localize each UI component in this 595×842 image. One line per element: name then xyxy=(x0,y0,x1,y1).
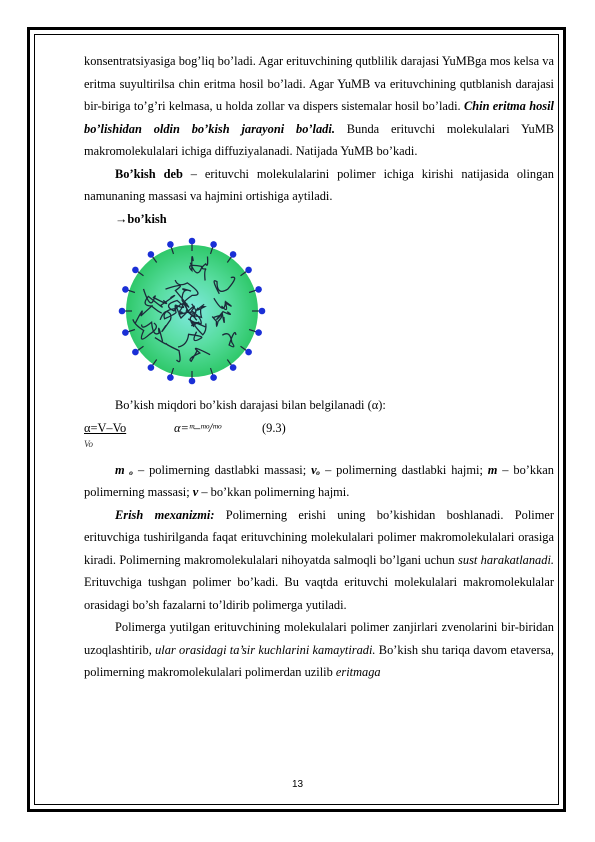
solvent-dot xyxy=(255,286,262,293)
definition-term: Bo’kish deb xyxy=(115,166,183,181)
definition-text: – erituvchi molekulalarini polimer ichiga kirishi natijasida olingan namunaning massasi va hajmini ortishiga aytiladi. xyxy=(84,166,554,203)
page-number: 13 xyxy=(291,779,304,790)
solvent-dot xyxy=(230,251,237,258)
paragraph-4-legend xyxy=(84,459,554,504)
paragraph-6 xyxy=(84,616,554,684)
mechanism-term: Erish mexanizmi: xyxy=(115,507,215,522)
paragraph-6-text-mid: Bo’kish shu tariqa davom etaversa, polimerning makromolekulalari polimerdan uzilib xyxy=(84,642,554,679)
legend-text-d: – bo’kkan polimerning hajmi. xyxy=(198,485,350,499)
solvent-dot xyxy=(245,349,252,356)
paragraph-5-text: Polimerning erishi uning bo’kishidan boshlanadi. Polimer erituvchiga tushirilganda faqat erituvchining molekulalari polimer makromolekulalari orasiga kiradi. Polimerning makromolekulalari nihoyatda salmoqli bo’lgani uchun xyxy=(84,507,554,567)
solvent-dot xyxy=(148,364,155,371)
formula-row xyxy=(84,417,554,439)
paragraph-1 xyxy=(84,50,554,163)
polymer-sphere-illustration xyxy=(117,232,267,390)
solvent-dot xyxy=(259,308,266,315)
solvent-dot xyxy=(122,329,129,336)
paragraph-6-italic: ular orasidagi ta’sir kuchlarini kamaytiradi. xyxy=(155,642,376,657)
paragraph-6-italic-end: eritmaga xyxy=(335,665,381,679)
solvent-dot xyxy=(167,241,174,248)
formula-left: α=V–Vo xyxy=(84,420,127,435)
symbol-m: m xyxy=(487,462,498,477)
paragraph-5-italic: sust harakatlanadi. xyxy=(458,552,554,567)
paragraph-5 xyxy=(84,504,554,617)
solvent-dot xyxy=(210,374,217,381)
symbol-v: v xyxy=(192,485,199,499)
paragraph-6-text: Polimerga yutilgan erituvchining molekulalari polimer zanjirlari zvenolarini bir-biridan uzoqlashtirib, xyxy=(84,620,554,657)
solvent-dot xyxy=(189,238,196,245)
legend-text-a: – polimerning dastlabki massasi; xyxy=(133,462,312,477)
formula-denominator: Vo xyxy=(84,438,93,449)
symbol-v0: vₒ xyxy=(311,462,321,477)
solvent-dot xyxy=(119,308,126,315)
solvent-dot xyxy=(210,241,217,248)
document-page xyxy=(84,50,554,684)
swelling-polymer-figure xyxy=(117,232,267,390)
formula-mass: α=ᵐ–ᵐᵒ/ᵐᵒ xyxy=(174,420,222,435)
solvent-dot xyxy=(132,349,139,356)
paragraph-3: Bo’kish miqdori bo’kish darajasi bilan belgilanadi (α): xyxy=(115,398,386,412)
legend-text-c: – bo’kkan polimerning massasi; xyxy=(84,462,554,499)
formula-number: (9.3) xyxy=(262,420,286,435)
solvent-dot xyxy=(255,329,262,336)
paragraph-2-definition xyxy=(84,163,554,208)
solvent-dot xyxy=(245,267,252,274)
paragraph-1-text: konsentratsiyasiga bog’liq bo’ladi. Agar erituvchining qutblilik darajasi YuMBga mos kelsa va eritma suyultirilsa chin eritma hosil bo’ladi. Agar YuMB va erituvchining qutblanish darajasi bir-biriga to’g’ri kelmasa, u holda zollar va dispers sistemalar hosil bo’ladi. xyxy=(84,54,554,113)
paragraph-1-text-end: Bunda erituvchi molekulalari YuMB makromolekulalari ichiga diffuziyalanadi. Natijada YuMB bo’kadi. xyxy=(84,121,554,158)
paragraph-1-emphasis: Chin eritma hosil bo’lishidan oldin bo’kish jarayoni bo’ladi. xyxy=(84,99,554,136)
legend-text-b: – polimerning dastlabki hajmi; xyxy=(320,462,488,477)
swelling-heading: →bo’kish xyxy=(115,211,167,226)
solvent-dot xyxy=(122,286,129,293)
solvent-dot xyxy=(148,251,155,258)
solvent-dot xyxy=(189,378,196,385)
solvent-dot xyxy=(132,267,139,274)
solvent-dot xyxy=(230,364,237,371)
paragraph-5-text-end: Erituvchiga tushgan polimer bo’kadi. Bu vaqtda erituvchi molekulalari makromolekulalar orasidagi bo’sh fazalarni to’ldirib polimerga yutiladi. xyxy=(84,575,554,612)
symbol-m0: m ₒ xyxy=(115,462,134,477)
solvent-dot xyxy=(167,374,174,381)
